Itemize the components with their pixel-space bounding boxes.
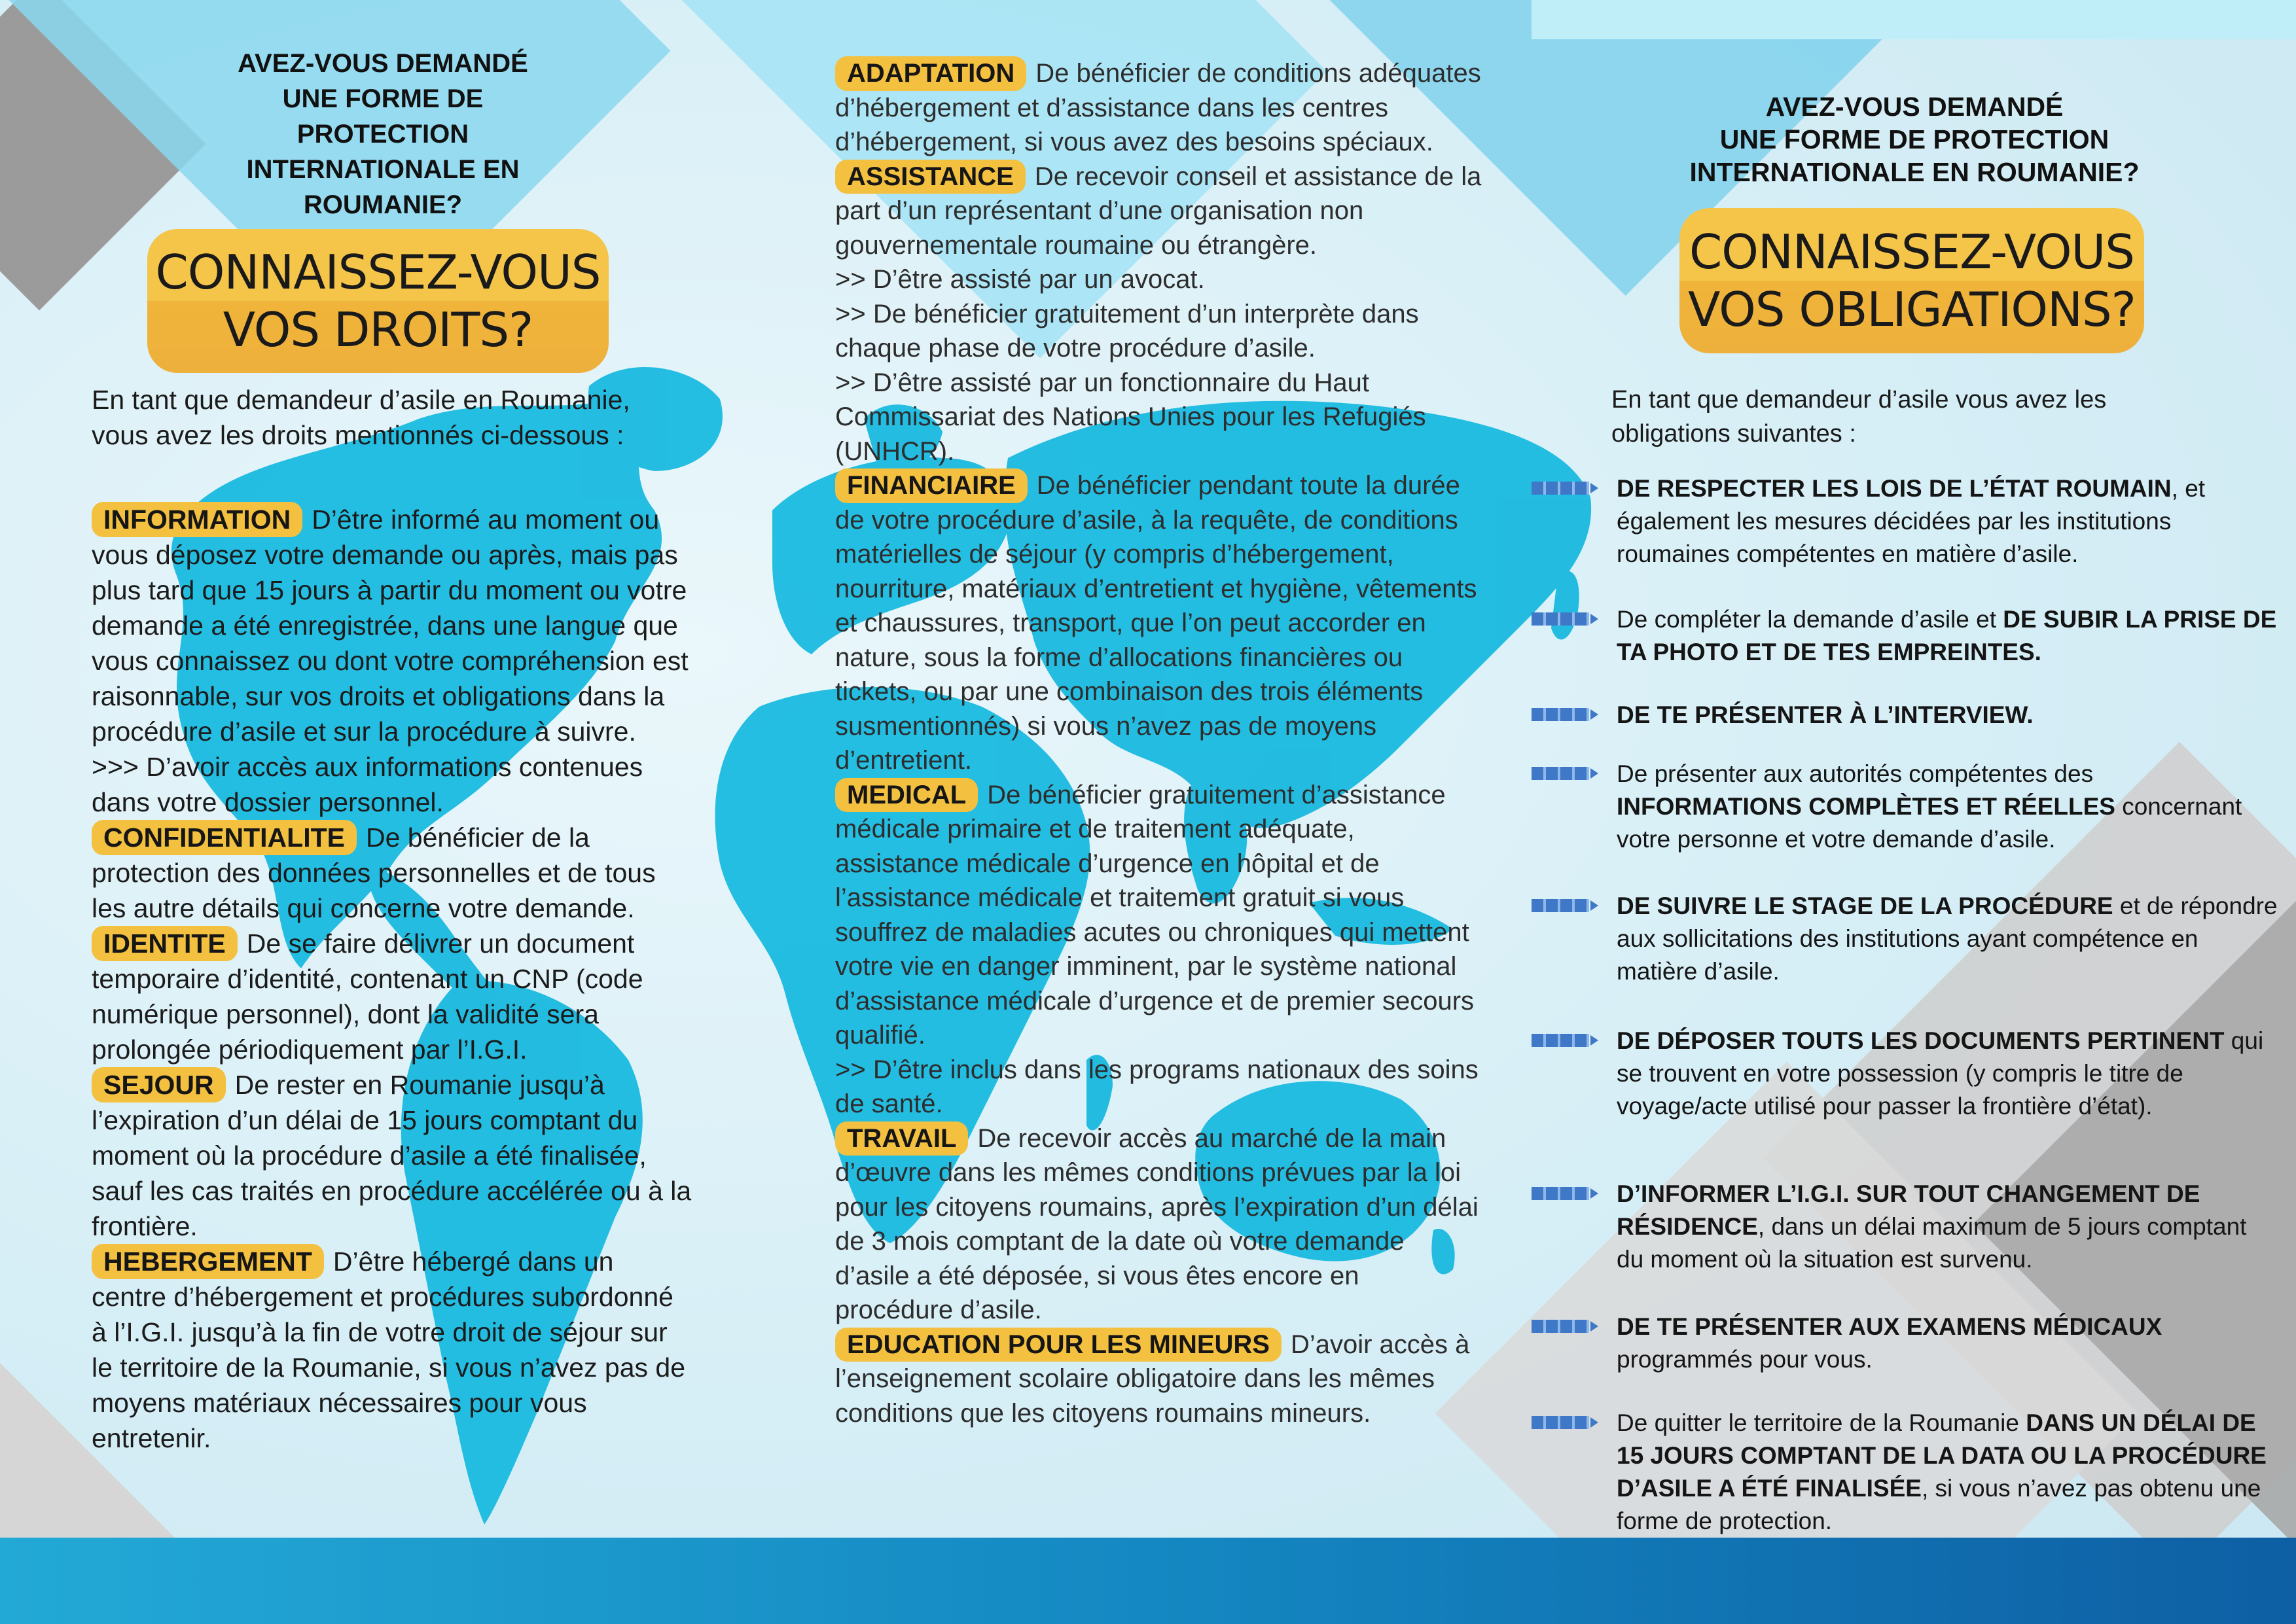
obligation-bold: DANS UN DÉLAI DE 15 JOURS COMPTANT DE LA DATA OU LA PROCÉDURE D’ASILE A ÉTÉ FINALISÉE — [1617, 1409, 2267, 1502]
right-title-line-2: VOS OBLIGATIONS? — [1688, 282, 2136, 337]
arrow-icon — [1532, 1416, 1589, 1429]
obligation-post: qui se trouvent en votre possession (y compris le titre de voyage/acte utilisé pour passer la frontière d’état). — [1617, 1027, 2264, 1120]
obligation-post: et de répondre aux sollicitations des institutions ayant compétence en matière d’asile. — [1617, 892, 2278, 985]
left-right-tag: CONFIDENTIALITE — [92, 820, 357, 855]
left-intro — [92, 382, 681, 453]
left-right-text: >>> D’avoir accès aux informations contenues dans votre dossier personnel. — [92, 752, 643, 817]
middle-right-tag: MEDICAL — [835, 778, 978, 813]
obligation-post: , si vous n’avez pas obtenu une forme de protection. — [1617, 1475, 2261, 1534]
left-title-pill — [147, 229, 609, 373]
obligation-post: programmés pour vous. — [1617, 1346, 1873, 1373]
right-question-line-2: UNE FORME DE PROTECTION — [1719, 124, 2109, 154]
middle-right-text: >> D’être assisté par un fonctionnaire du Haut Commissariat des Nations Unies pour les Refugiés (UNHCR). — [835, 368, 1426, 466]
obligation-post: , et également les mesures décidées par les institutions roumaines compétentes en matière d’asile. — [1617, 475, 2206, 567]
middle-right-item — [835, 1328, 1483, 1431]
arrow-icon — [1532, 899, 1589, 912]
middle-right-item — [835, 262, 1483, 297]
arrow-icon — [1532, 1034, 1589, 1047]
middle-right-item — [835, 56, 1483, 160]
obligation-bold: INFORMATIONS COMPLÈTES ET RÉELLES — [1617, 793, 2115, 820]
obligation-bold: D’INFORMER L’I.G.I. SUR TOUT CHANGEMENT DE RÉSIDENCE — [1617, 1180, 2200, 1240]
obligation-item — [1617, 603, 2278, 669]
left-question — [196, 46, 569, 222]
middle-right-text: De recevoir conseil et assistance de la part d’un représentant d’une organisation non gouvernementale roumaine ou étrangère. — [835, 162, 1482, 260]
left-right-item — [92, 820, 694, 926]
obligation-bold: DE DÉPOSER TOUTS LES DOCUMENTS PERTINENT — [1617, 1027, 2225, 1054]
middle-right-text: D’avoir accès à l’enseignement scolaire obligatoire dans les mêmes conditions que les citoyens roumains mineurs. — [835, 1330, 1470, 1428]
right-title-line-1: CONNAISSEZ-VOUS — [1689, 224, 2134, 279]
middle-right-item — [835, 160, 1483, 263]
right-intro — [1611, 383, 2200, 451]
left-title-line-2: VOS DROITS? — [223, 302, 533, 357]
middle-right-item — [835, 366, 1483, 469]
left-right-text: De se faire délivrer un document temporaire d’identité, contenant un CNP (code numérique personnel), dont la validité sera prolongée périodiquement par l’I.G.I. — [92, 928, 643, 1065]
right-question-line-1: AVEZ-VOUS DEMANDÉ — [1765, 92, 2064, 122]
obligation-item — [1617, 1178, 2278, 1276]
obligation-bold: DE TE PRÉSENTER AUX EXAMENS MÉDICAUX — [1617, 1313, 2162, 1340]
right-question — [1610, 90, 2219, 188]
obligation-bold: DE SUIVRE LE STAGE DE LA PROCÉDURE — [1617, 892, 2113, 919]
obligation-item — [1617, 1311, 2278, 1376]
middle-right-tag: FINANCIAIRE — [835, 468, 1028, 503]
right-intro-text: En tant que demandeur d’asile vous avez les obligations suivantes : — [1611, 386, 2107, 448]
left-intro-text: En tant que demandeur d’asile en Roumanie, vous avez les droits mentionnés ci-dessous : — [92, 385, 630, 450]
middle-rights-list — [835, 56, 1483, 1430]
obligation-item — [1617, 758, 2278, 856]
left-right-item — [92, 926, 694, 1067]
left-right-item — [92, 1244, 694, 1456]
obligation-post: concernant votre personne et votre demande d’asile. — [1617, 793, 2242, 853]
left-right-item — [92, 749, 694, 820]
middle-right-tag: EDUCATION POUR LES MINEURS — [835, 1328, 1282, 1362]
middle-right-item — [835, 778, 1483, 1053]
middle-right-text: De bénéficier de conditions adéquates d’hébergement et d’assistance dans les centres d’hébergement, si vous avez des besoins spéciaux. — [835, 59, 1481, 156]
obligation-pre: De quitter le territoire de la Roumanie — [1617, 1409, 2026, 1436]
obligation-bold: DE SUBIR LA PRISE DE TA PHOTO ET DE TES EMPREINTES. — [1617, 606, 2277, 665]
middle-right-tag: TRAVAIL — [835, 1121, 968, 1156]
left-question-line-5: ROUMANIE? — [303, 190, 463, 219]
arrow-icon — [1532, 612, 1589, 626]
left-question-line-2: UNE FORME DE — [282, 84, 484, 113]
left-right-text: D’être informé au moment ou vous déposez votre demande ou après, mais pas plus tard que 15 jours à partir du moment ou votre demande a été enregistrée, dans une langue que vous connaissez ou dont votre compréhension est raisonnable, sur vos droits et obligations dans la procédure d’asile et sur la procédure à suivre. — [92, 504, 689, 747]
middle-right-text: >> D’être inclus dans les programs nationaux des soins de santé. — [835, 1055, 1479, 1118]
left-right-item — [92, 502, 694, 749]
middle-right-item — [835, 1053, 1483, 1121]
right-question-line-3: INTERNATIONALE EN ROUMANIE? — [1689, 157, 2140, 187]
middle-right-text: >> De bénéficier gratuitement d’un interprète dans chaque phase de votre procédure d’asile. — [835, 299, 1419, 362]
right-title-pill — [1679, 208, 2144, 353]
left-rights-list — [92, 502, 694, 1456]
obligation-item — [1617, 472, 2278, 571]
left-right-text: De bénéficier de la protection des données personnelles et de tous les autre détails qui concerne votre demande. — [92, 822, 656, 923]
middle-right-text: >> D’être assisté par un avocat. — [835, 265, 1205, 294]
obligation-bold: DE RESPECTER LES LOIS DE L’ÉTAT ROUMAIN — [1617, 475, 2172, 502]
left-right-tag: SEJOUR — [92, 1067, 226, 1103]
left-right-tag: IDENTITE — [92, 926, 238, 961]
left-right-tag: INFORMATION — [92, 502, 302, 537]
arrow-icon — [1532, 708, 1589, 721]
middle-right-item — [835, 1121, 1483, 1328]
middle-right-text: De bénéficier gratuitement d’assistance médicale primaire et de traitement adéquate, assistance médicale d’urgence en hôpital et de l’assistance médicale et traitement gratuit si vous souffrez de maladies acutes ou chroniques qui mettent votre vie en danger imminent, par le système national d’assistance médicale d’urgence et de premier secours qualifié. — [835, 780, 1475, 1050]
middle-right-tag: ADAPTATION — [835, 56, 1026, 91]
obligation-item — [1617, 1025, 2278, 1123]
obligation-pre: De présenter aux autorités compétentes des — [1617, 760, 2094, 787]
left-right-text: De rester en Roumanie jusqu’à l’expiration d’un délai de 15 jours comptant du moment où la procédure d’asile a été finalisée, sauf les cas traités en procédure accélérée ou à la frontière. — [92, 1070, 692, 1241]
left-question-line-4: INTERNATIONALE EN — [246, 155, 520, 184]
arrow-icon — [1532, 1187, 1589, 1200]
left-right-tag: HEBERGEMENT — [92, 1244, 324, 1279]
middle-right-item — [835, 468, 1483, 778]
middle-right-text: De recevoir accès au marché de la main d’œuvre dans les mêmes conditions prévues par la loi pour les citoyens roumains, après l’expiration d’un délai de 3 mois comptant de la date où votre demande d’asile a été déposée, si vous êtes encore en procédure d’asile. — [835, 1123, 1479, 1324]
left-right-item — [92, 1067, 694, 1244]
middle-right-text: De bénéficier pendant toute la durée de votre procédure d’asile, à la requête, de conditions matérielles de séjour (y compris d’hébergement, nourriture, matériaux d’entretient et hygiène, vêtements et chaussures, transport, que l’on peut accorder en nature, sous la forme d’allocations financières ou tickets, ou par une combinaison des trois éléments susmentionnés) si vous n’avez pas de moyens d’entretient. — [835, 471, 1477, 775]
middle-right-tag: ASSISTANCE — [835, 160, 1026, 194]
obligation-item — [1617, 890, 2278, 988]
left-question-line-3: PROTECTION — [296, 120, 469, 149]
arrow-icon — [1532, 1320, 1589, 1333]
obligation-pre: De compléter la demande d’asile et — [1617, 606, 2003, 633]
obligation-item — [1617, 1407, 2278, 1538]
left-title-line-1: CONNAISSEZ-VOUS — [155, 245, 601, 300]
left-question-line-1: AVEZ-VOUS DEMANDÉ — [238, 49, 528, 78]
left-right-text: D’être hébergé dans un centre d’hébergement et procédures subordonné à l’I.G.I. jusqu’à la fin de votre droit de séjour sur le territoire de la Roumanie, si vous n’avez pas de moyens matériaux nécessaires pour vous entretenir. — [92, 1246, 686, 1453]
middle-right-item — [835, 297, 1483, 366]
obligation-item — [1617, 699, 2278, 732]
obligation-post: , dans un délai maximum de 5 jours comptant du moment où la situation est survenu. — [1617, 1213, 2247, 1273]
arrow-icon — [1532, 482, 1589, 495]
arrow-icon — [1532, 767, 1589, 780]
obligation-bold: DE TE PRÉSENTER À L’INTERVIEW. — [1617, 701, 2034, 728]
